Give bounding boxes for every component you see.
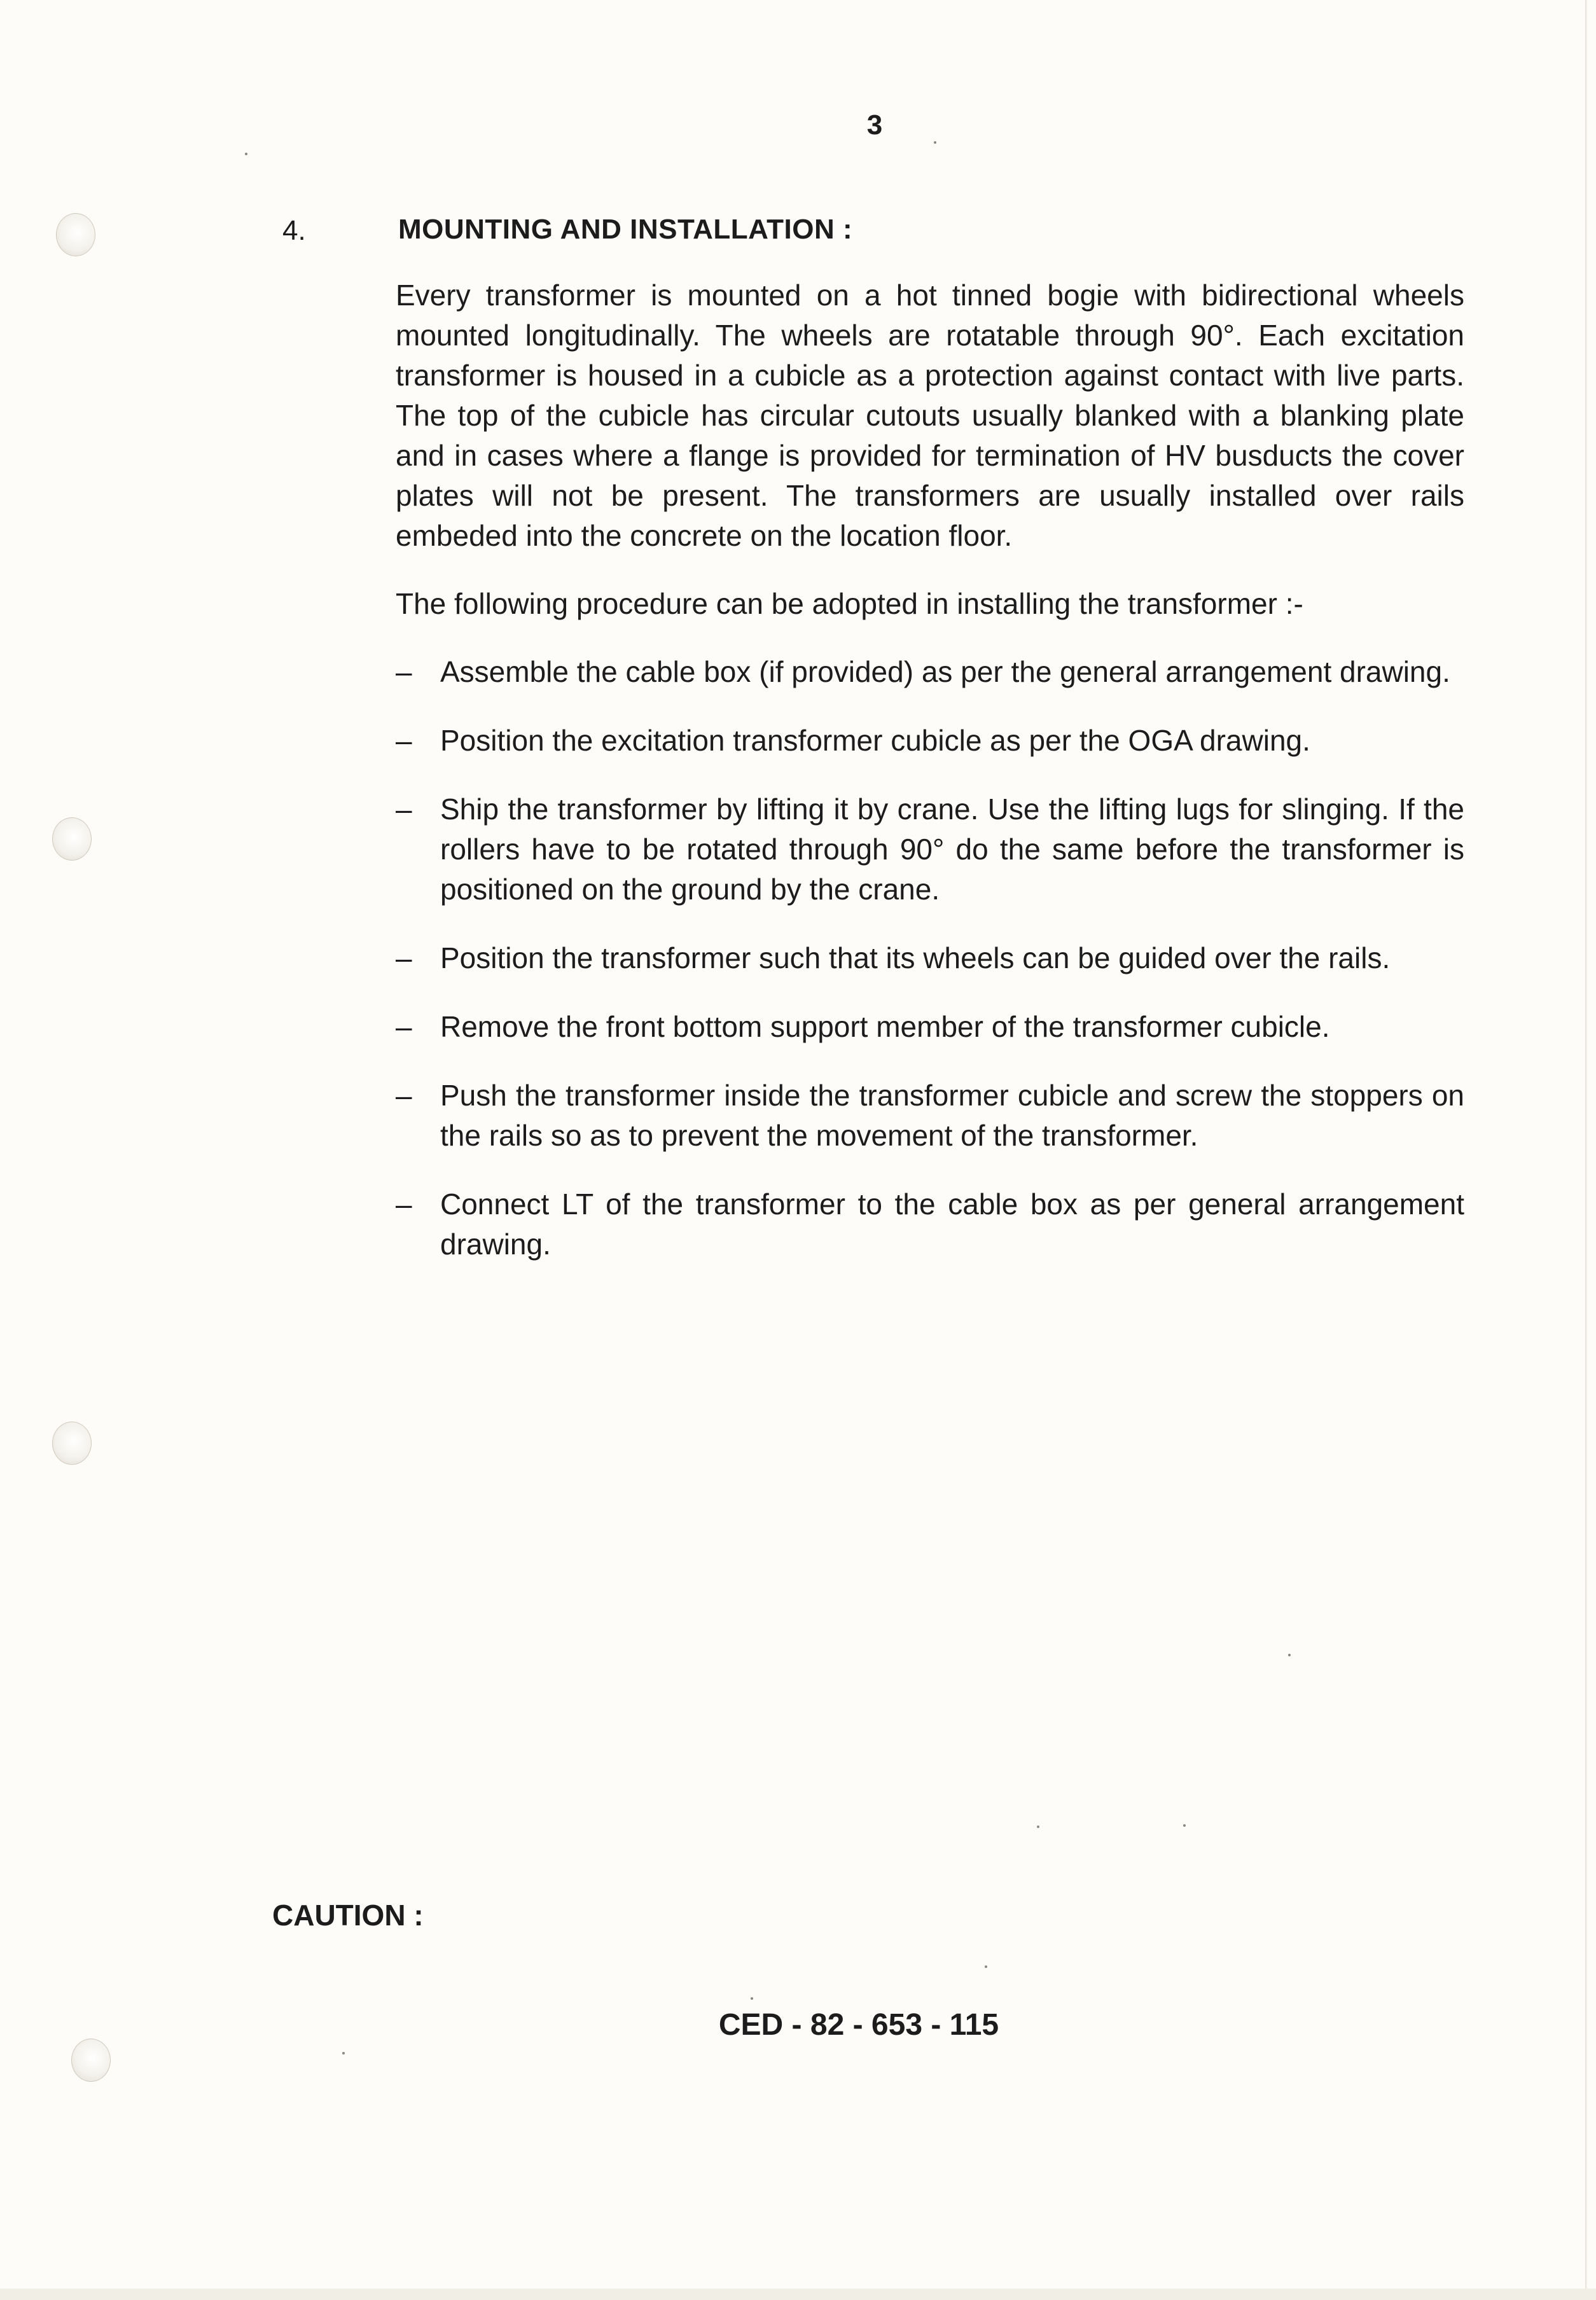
step-dash: – xyxy=(396,1010,412,1043)
page-edge xyxy=(1585,0,1587,2300)
step-text: Assemble the cable box (if provided) as per the general arrangement drawing. xyxy=(440,655,1450,688)
paper-speck xyxy=(245,153,247,155)
paper-speck xyxy=(342,2052,345,2054)
section-number: 4. xyxy=(282,215,306,246)
step-text: Position the transformer such that its wheels can be guided over the rails. xyxy=(440,941,1391,974)
document-code: CED - 82 - 653 - 115 xyxy=(718,2008,999,2042)
step-dash: – xyxy=(396,793,412,826)
procedure-intro: The following procedure can be adopted in installing the transformer :- xyxy=(396,587,1303,620)
procedure-step xyxy=(396,789,1464,910)
paper-speck xyxy=(934,141,936,144)
step-text: Remove the front bottom support member of the transformer cubicle. xyxy=(440,1010,1330,1043)
paper-speck xyxy=(1037,1825,1039,1828)
procedure-steps xyxy=(396,652,1464,1293)
step-text: Connect LT of the transformer to the cable box as per general arrangement drawing. xyxy=(440,1188,1464,1261)
page-edge-bottom xyxy=(0,2289,1596,2300)
procedure-step xyxy=(396,1007,1464,1047)
paper-speck xyxy=(1183,1824,1186,1827)
intro-paragraph: Every transformer is mounted on a hot tinned bogie with bidirectional wheels mounted longitudinally. The wheels are rotatable through 90°. Each excitation transformer is housed in a cubicle as a protection against contact with live parts. The top of the cubicle has circular cutouts usually blanked with a blanking plate and in cases where a flange is provided for termination of HV busducts the cover plates will not be present. The transformers are usually installed over rails embeded into the concrete on the location floor. xyxy=(396,279,1464,552)
step-dash: – xyxy=(396,655,412,688)
step-dash: – xyxy=(396,941,412,974)
step-text: Push the transformer inside the transformer cubicle and screw the stoppers on the rails so as to prevent the movement of the transformer. xyxy=(440,1079,1464,1152)
paper-speck xyxy=(1288,1654,1291,1656)
procedure-step xyxy=(396,1184,1464,1264)
procedure-step xyxy=(396,938,1464,978)
procedure-step xyxy=(396,652,1464,692)
procedure-step xyxy=(396,721,1464,761)
paper-speck xyxy=(751,1997,753,2000)
step-dash: – xyxy=(396,1079,412,1112)
section-title: MOUNTING AND INSTALLATION : xyxy=(398,214,853,245)
paper-speck xyxy=(985,1965,987,1968)
step-text: Ship the transformer by lifting it by crane. Use the lifting lugs for slinging. If the rollers have to be rotated through 90° do the same before the transformer is positioned on the ground by the crane. xyxy=(440,793,1464,906)
caution-label: CAUTION : xyxy=(272,1899,424,1932)
procedure-step xyxy=(396,1076,1464,1156)
step-dash: – xyxy=(396,1188,412,1221)
step-dash: – xyxy=(396,724,412,757)
punch-hole-bottom xyxy=(71,2039,111,2082)
punch-hole-top xyxy=(56,213,95,256)
punch-hole-lower xyxy=(52,1422,92,1465)
page-number: 3 xyxy=(866,109,883,141)
step-text: Position the excitation transformer cubicle as per the OGA drawing. xyxy=(440,724,1310,757)
punch-hole-middle xyxy=(52,817,92,861)
